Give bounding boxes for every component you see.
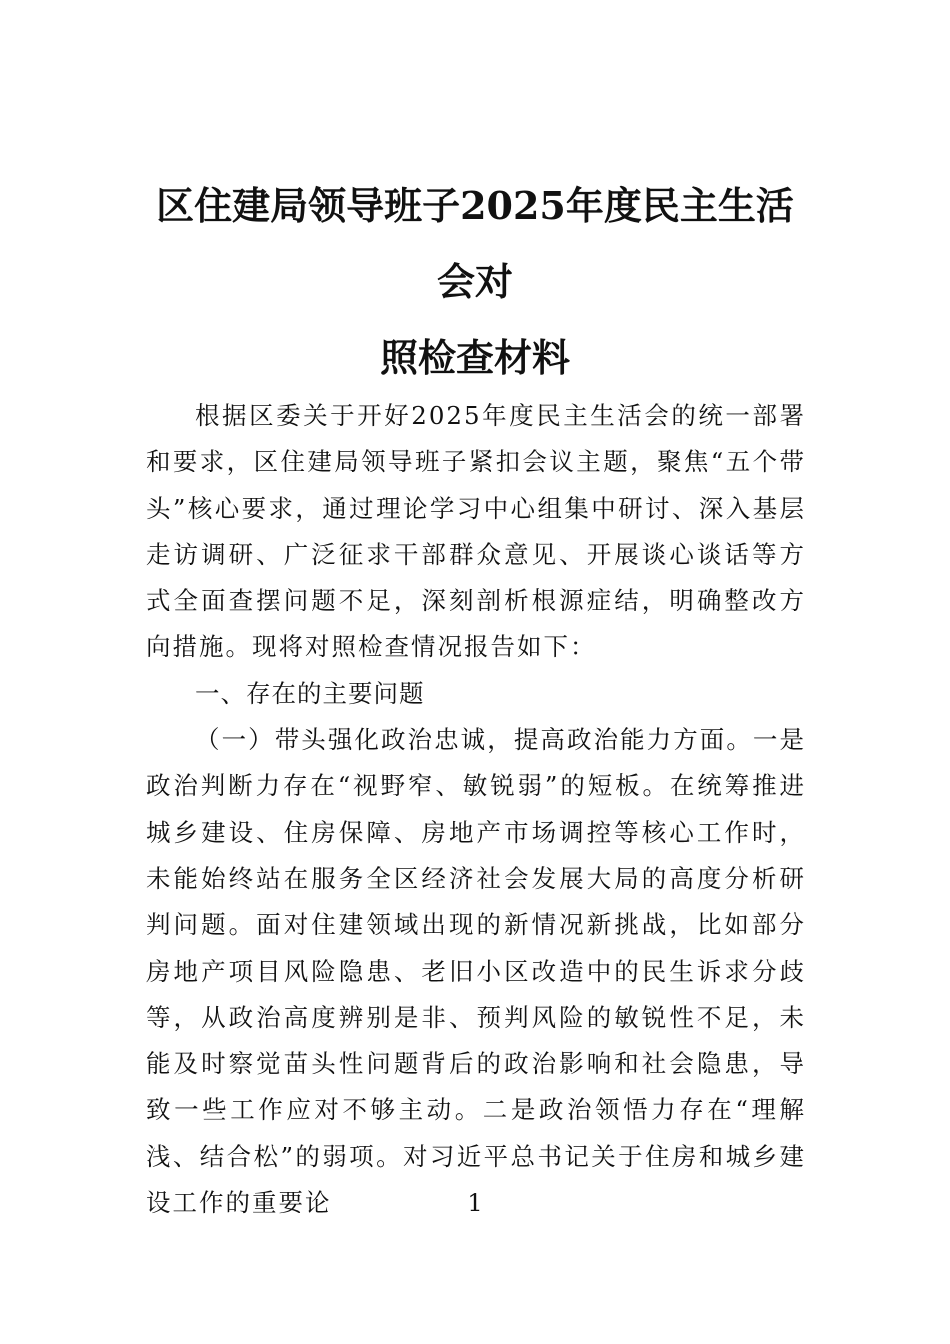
document-title	[140, 168, 810, 396]
intro-paragraph: 根据区委关于开好2025年度民主生活会的统一部署和要求，区住建局领导班子紧扣会议主题，聚焦“五个带头”核心要求，通过理论学习中心组集中研讨、深入基层走访调研、广泛征求干部群众意见、开展谈心谈话等方式全面查摆问题不足，深刻剖析根源症结，明确整改方向措施。现将对照检查情况报告如下：	[146, 401, 806, 662]
subsection-paragraph-1: （一）带头强化政治忠诚，提高政治能力方面。一是政治判断力存在“视野窄、敏锐弱”的短板。在统筹推进城乡建设、住房保障、房地产市场调控等核心工作时，未能始终站在服务全区经济社会发展大局的高度分析研判问题。面对住建领域出现的新情况新挑战，比如部分房地产项目风险隐患、老旧小区改造中的民生诉求分歧等，从政治高度辨别是非、预判风险的敏锐性不足，未能及时察觉苗头性问题背后的政治影响和社会隐患，导致一些工作应对不够主动。二是政治领悟力存在“理解浅、结合松”的弱项。对习近平总书记关于住房和城乡建设工作的重要论	[146, 725, 806, 1218]
section-heading-1: 一、存在的主要问题	[195, 678, 425, 708]
page-number: 1	[467, 1189, 483, 1217]
title-line-1: 区住建局领导班子2025年度民主生活会对	[156, 183, 794, 304]
document-body	[146, 393, 806, 1226]
title-line-2: 照检查材料	[379, 335, 570, 380]
